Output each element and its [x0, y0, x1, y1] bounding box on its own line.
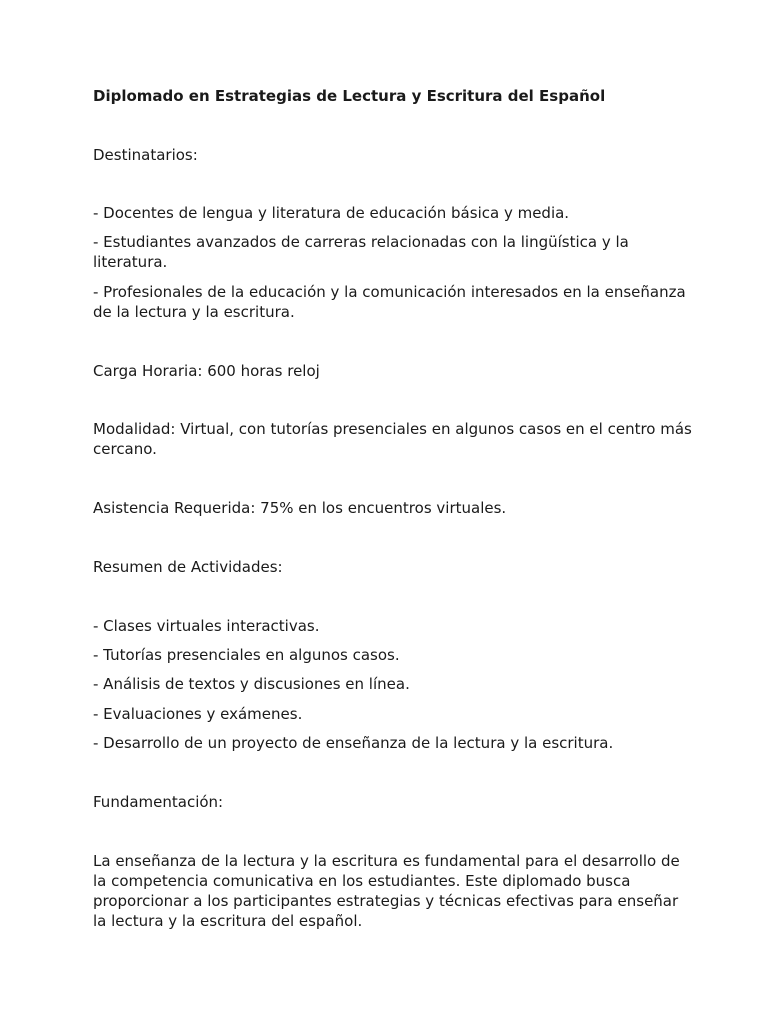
activity-item: - Desarrollo de un proyecto de enseñanza de la lectura y la escritura.	[93, 734, 614, 752]
attendance-line: Asistencia Requerida: 75% en los encuentros virtuales.	[93, 499, 507, 517]
activity-item: - Tutorías presenciales en algunos casos.	[93, 646, 400, 664]
activities-heading: Resumen de Actividades:	[93, 558, 283, 576]
activity-item: - Evaluaciones y exámenes.	[93, 705, 303, 723]
recipients-heading: Destinatarios:	[93, 146, 198, 164]
workload-line: Carga Horaria: 600 horas reloj	[93, 362, 320, 380]
recipient-item: - Estudiantes avanzados de carreras relacionadas con la lingüística y la literatura.	[93, 233, 629, 271]
activity-item: - Clases virtuales interactivas.	[93, 617, 320, 635]
modality-line: Modalidad: Virtual, con tutorías presenciales en algunos casos en el centro más cercano.	[93, 420, 692, 458]
rationale-heading: Fundamentación:	[93, 793, 224, 811]
recipient-item: - Profesionales de la educación y la comunicación interesados en la enseñanza de la lectura y la escritura.	[93, 283, 686, 321]
recipient-item: - Docentes de lengua y literatura de educación básica y media.	[93, 204, 570, 222]
rationale-paragraph: La enseñanza de la lectura y la escritura es fundamental para el desarrollo de la competencia comunicativa en los estudiantes. Este diplomado busca proporcionar a los participantes estrategias y técnicas efectivas para enseñar la lectura y la escritura del español.	[93, 852, 680, 930]
document-title: Diplomado en Estrategias de Lectura y Escritura del Español	[93, 87, 606, 105]
activity-item: - Análisis de textos y discusiones en línea.	[93, 675, 410, 693]
